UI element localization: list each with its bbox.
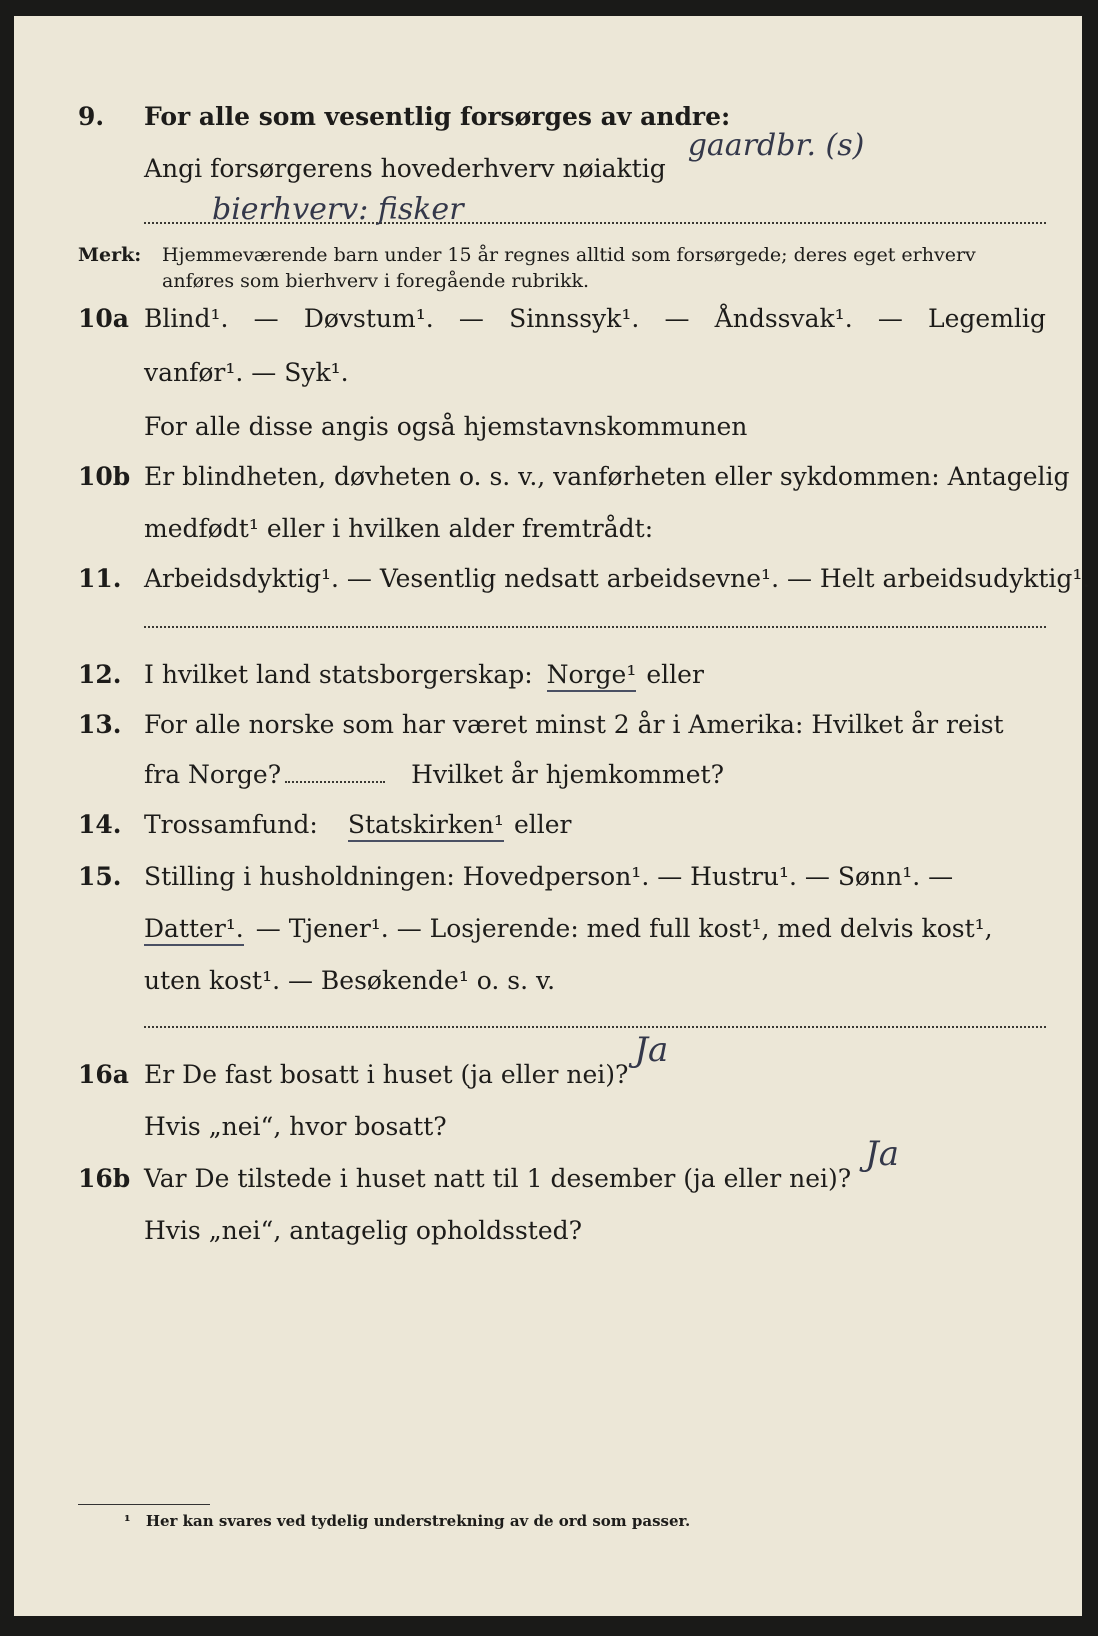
q13-number: 13. [78,710,122,739]
merk-line-1: Hjemmeværende barn under 15 år regnes alltid som forsørgede; deres eget erhverv [162,244,976,266]
q16b-number: 16b [78,1164,131,1193]
footnote-rule [78,1504,210,1505]
q12-question: I hvilket land statsborgerskap: [144,660,533,689]
q11-answer-rule[interactable] [144,626,1046,628]
q10a-dash: — [664,304,690,333]
q10a-option[interactable]: Sinnssyk¹. [509,304,640,333]
q9-label: Angi forsørgerens hovederhverv nøiaktig [144,154,666,183]
q14-number: 14. [78,810,122,839]
merk-label: Merk: [78,244,142,266]
q10a-dash: — [877,304,903,333]
q15-options-3: uten kost¹. — Besøkende¹ o. s. v. [144,966,556,995]
q10b-question: Er blindheten, døvheten o. s. v., vanførheten eller sykdommen: Antagelig [144,462,1070,491]
q14-statskirken-underlined[interactable]: Statskirken¹ [348,810,504,842]
q16a-bosatt-label: Hvis „nei“, hvor bosatt? [144,1112,447,1141]
q15-options-2: — Tjener¹. — Losjerende: med full kost¹, med delvis kost¹, [255,914,993,943]
q16a-number: 16a [78,1060,129,1089]
q10a-options [144,304,1046,334]
q10a-option[interactable]: Legemlig [928,304,1046,333]
q11-options: Arbeidsdyktig¹. — Vesentlig nedsatt arbeidsevne¹. — Helt arbeidsudyktig¹. [144,564,1091,593]
footnote-mark: ¹ [124,1512,131,1530]
q9-title: For alle som vesentlig forsørges av andre: [144,102,731,131]
footnote [124,1512,690,1530]
q10b-medfodt: medfødt¹ eller i hvilken alder fremtrådt: [144,514,654,543]
merk-line-2: anføres som bierhverv i foregående rubrikk. [162,270,590,292]
q10a-number: 10a [78,304,129,333]
q14-question: Trossamfund: [144,810,318,839]
q14-eller: eller [513,810,572,839]
q9-number: 9. [78,102,105,131]
q15-question: Stilling i husholdningen: Hovedperson¹. — Hustru¹. — Sønn¹. — [144,862,954,891]
q16b-opholdssted-label: Hvis „nei“, antagelig opholdssted? [144,1216,583,1245]
q13-reist-field[interactable] [285,761,385,783]
q10a-option[interactable]: Blind¹. [144,304,229,333]
q15-answer-rule[interactable] [144,1026,1046,1028]
q13-question: For alle norske som har været minst 2 år i Amerika: Hvilket år reist [144,710,1004,739]
q16a-answer-handwriting: Ja [634,1030,669,1070]
footnote-text: Her kan svares ved tydelig understrekning av de ord som passer. [145,1512,691,1530]
q9-side-answer-handwriting: bierhverv: fisker [212,192,464,227]
q10a-hjemstavn-label: For alle disse angis også hjemstavnskommunen [144,412,748,441]
q13-hjemkommet-label: Hvilket år hjemkommet? [411,760,725,789]
q12-eller: eller [646,660,704,689]
q10a-option[interactable]: Åndssvak¹. [714,304,853,333]
census-form-page [14,16,1091,1616]
q9-answer-handwriting: gaardbr. (s) [687,128,865,163]
q10a-dash: — [458,304,484,333]
q15-datter-underlined[interactable]: Datter¹. [144,914,244,946]
q10a-vanfor-syk: vanfør¹. — Syk¹. [144,358,349,387]
q12-number: 12. [78,660,122,689]
q15-number: 15. [78,862,122,891]
q12-norge-underlined[interactable]: Norge¹ [547,660,637,692]
q10a-dash: — [253,304,279,333]
q16b-answer-handwriting: Ja [865,1134,900,1174]
q13-reist-label: fra Norge? [144,760,282,789]
q11-number: 11. [78,564,122,593]
q10a-option[interactable]: Døvstum¹. [303,304,434,333]
q10b-number: 10b [78,462,131,491]
q16a-question: Er De fast bosatt i huset (ja eller nei)? [144,1060,629,1089]
q16b-question: Var De tilstede i huset natt til 1 desember (ja eller nei)? [144,1164,852,1193]
